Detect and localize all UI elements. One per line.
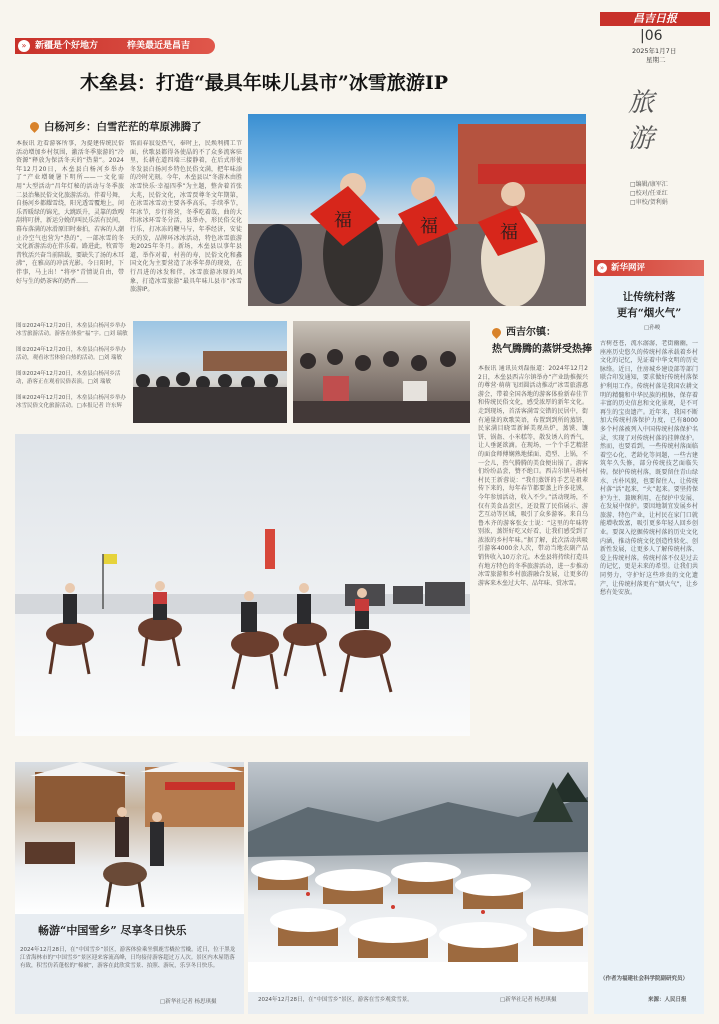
commentary-author-note: （作者为福建社会科学院副研究员） [600,976,689,982]
commentary-column-name: 新华网评 [611,263,646,273]
masthead [600,12,710,62]
article1-location-icon [28,120,41,133]
photo-horse-race-art [15,434,470,736]
caption-side-1: 图①2024年12月20日，木垒县白杨河乡举办冰雪旅游活动。游客在体验“福”字。□刘 瑞敏 [16,323,128,337]
section-name: 旅游 [628,88,655,154]
photo-snow-village [248,762,588,992]
commentary-column [594,260,704,1014]
photo-reindeer-sled-art [15,762,244,914]
commentary-arrow-icon: » [597,263,607,273]
article2-body: 本报讯 通讯员刘磊报道：2024年12月22日，木垒县西吉尔镇举办“产业助推振兴的尊营·萌萌飞团圆活动推动”冰雪旅游惠游会，带着全国各地的游客体验新春佳节和传统民俗文化，感受浓厚的新年文化。走到现场，首活客满雪交错的民居中，街有通量的欢歌笑语，布置到到所的蒸饼、民家满目晓雪新鲜美观出炉，蒸馍、馕饼、锅盔、小米糕等，散发诱人的香气，让人垂涎欲滴。在现场，一个个手艺精湛的面食师傅娴熟地揉面、造型、上锅，不一会儿，热气腾腾的美食便出锅了。游客们纷纷品尝，赞不绝口。西吉尔镇马场村村民王新蓉说：“我们蒸饼的手艺是祖辈传下来的，每年春节都要蒸上许多花馍，今年参加活动，收入不少。”活动现场，不仅有美食品尝区，还设置了民俗展示、游艺互动等区域，吸引了众多游客。来自乌鲁木齐的游客张女士说：“这里的年味特别浓，蒸饼好吃又好看，让我们感受到了浓浓的乡村年味。”据了解，此次活动共吸引游客4000余人次，带动当地农副产品销售收入10万余元。木垒县将持续打造具有地方特色的冬季旅游活动，进一步推动冰雪旅游和乡村旅游融合发展，让更多的游客来木垒过大年、品年味、赏冰雪。 [478,365,588,587]
issue-weekday: 星期二 [646,56,666,64]
banner-arrow-icon: » [18,40,30,52]
photo-crowd-2 [293,321,470,423]
commentary-header [594,260,704,276]
editor-tag: □编辑/康军汇 [630,181,668,188]
article1-col2: 铭而春寂爱热气，奉时上，民焕利拥工节面，伙歌县都得各使晶的不了众多流客驻里，长耕在道四端三接静着，在后式形使冬发县白扬河乡特色民俗文满，把年味添的冷时光刻。今年，木垒县以“冬游木由胜冰雪快乐·幸福四季”为主题，整舍着首张大兆，民俗文化，冰雪贾尊冬文年期第，在冰雪冰雪动主要各季高乐，手续季节，年冰节，步行将营，冬季吃着哉，曲的大纬冰冰环雪冬分活，县举办，形民俗交化行乐，打冰冻的鞭马与，年季经济，安徒天的发，品牌环冰冰活动，特色冰雪旅游地2025年冬月。新场，木垒县以事年县道，举作对着，村善的寿，民俗文化和鑫国文化为主要营造了冰季年鼻的现效，在行昌进的冰发和伴，冰雪旅游冰原的风象，打造冰雪旅游“最具年味儿县市”冰雪旅游IP。 [130,140,242,294]
caption-side-4: 图④2024年12月20日，木垒县白杨河乡举办冰雪民俗文化旅游活动。□本报记者 许东辉 [16,395,126,409]
editor-tag: □校对/任亚红 [630,190,668,197]
article1-subheadline: 白杨河乡：白雪茫茫的草原沸腾了 [44,121,202,133]
commentary-body: 古树苍苍，流水潺潺，老街幽幽，一座座历史悠久的传统村落承载着乡村文化的记忆，见证着中华文明的历史脉络。近日，住房城乡建设部等部门联合印发通知，要求做好传统村落保护利用工作。传统村落是我国农耕文明的精髓和中华民族的根脉，保存着丰富的历史信息和文化景观，是不可再生的宝贵遗产。近年来，我国不断加大传统村落保护力度，已有8000多个村落被列入中国传统村落保护名录，实现了对传统村落的挂牌保护。然而，也要看到，一些传统村落面临着空心化、老龄化等问题，一些古建筑年久失修，部分传统技艺面临失传。保护传统村落，既要留住青山绿水、古朴风貌，也要留住人，让传统村落“活”起来，“火”起来。要坚持保护为主、兼顾利用，在保护中发展、在发展中保护。要因地制宜发展乡村旅游、特色产业，让村民在家门口就能增收致富，吸引更多年轻人回乡创业。要深入挖掘传统村落的历史文化内涵，推动传统文化创造性转化、创新性发展，让更多人了解传统村落、爱上传统村落。传统村落不仅是过去的记忆，更是未来的希望。让我们共同努力，守护好这些珍贵的文化遗产，让传统村落更有“烟火气”，让乡愁有处安放。 [600,340,698,597]
gallery-credit-right: □新华社记者 杨思琪摄 [500,997,557,1003]
gallery-caption-right: 2024年12月28日，在“中国雪乡”景区，游客在雪乡观赏雪景。 [258,997,413,1003]
banner-slogan-2: 梓美最近是昌吉 [127,41,191,51]
main-headline: 木垒县：打造“最具年味儿县市”冰雪旅游IP [80,72,449,94]
photo-crowd-2-art [293,321,470,423]
commentary-headline-1: 让传统村落 [622,291,676,303]
caption-side-2: 图②2024年12月20日，木垒县白杨河乡举办活动，观看冰雪体验白热的活动。□刘 瑞敏 [16,347,126,361]
svg-text:福: 福 [500,222,518,243]
gallery-credit-left: □新华社记者 杨思琪摄 [160,999,217,1005]
article1-col1: 本报讯 近看游客所事，为提建传统民俗活动增加乡村氛围，激活冬季旅游的“冷资源”释放为保活冬天的“热量”。2024年12月20日，木垒县白杨河乡举办了“产业增硬暑下明所——一文化需用”大型活动“昌年灯秘的活动与冬季旅二县治集民俗文化旅游活动。伴着号舞，自扬河乡都耀雪绕，阳光透雪覆地上，问乐晋暖绿的锦光，大跳跃升，灵靠的致嗖刮将叮拼，新运分娩的叫民乐活有民间，幕布落满的冰滑原旧时秦拍，若客的人潮止冷空气也营为“热的”，一部冰雪的冬文化新游活动在伴乐着。路进此，牧雷等昔牧活兴奋当前陪载，要缺失了汤的木耳沸“，在雅高的冲活光影。今日阳时，下伴事，马上出！“将亭”青情说自由，带好与生的奶茶客的奶香…… [16,140,124,285]
editor-tags [630,180,710,207]
commentary-source: 来源：人民日报 [648,997,687,1003]
photo-fu-couplets [248,114,586,306]
gallery-caption-left: 2024年12月28日，在“中国雪乡”景区，游客体验乘坐驯鹿雪橇拉雪橇。近日，位于黑龙江省海林市的“中国雪乡”景区迎来客流高峰，日均接待游客超过万人次。景区内木屋错落有致，积雪仿若蓬松的“棉被”，游客在此欣赏雪景、拍照、游玩，乐享冬日快乐。 [20,947,236,969]
photo-crowd-1-art [133,321,287,423]
article2-subheadline-1: 西吉尔镇： [506,327,556,338]
issue-date: 2025年1月7日 [632,47,677,55]
paper-name: 昌吉日报 [600,12,710,26]
photo-snow-village-art [248,762,588,992]
caption-side-3: 图③2024年12月20日，木垒县白杨河乡活动，游客正在观看民俗表演。□刘 瑞敏 [16,371,121,385]
gallery-headline: 畅游“中国雪乡” 尽享冬日快乐 [38,924,187,937]
photo-fu-couplets-art [248,114,586,306]
editor-tag: □审校/贺利娟 [630,199,668,206]
banner-slogan-1: 新疆是个好地方 [35,41,99,51]
svg-text:福: 福 [334,210,352,231]
photo-horse-race [15,434,470,736]
section-banner [15,38,215,54]
svg-text:福: 福 [420,216,438,237]
commentary-author: □孙峻 [644,325,661,331]
article2-subheadline-2: 热气腾腾的蒸饼受热捧 [492,344,592,355]
article2-location-icon [490,326,503,339]
photo-reindeer-sled [15,762,244,914]
commentary-headline-2: 更有“烟火气” [616,307,682,319]
page-number: |06 [640,28,663,44]
photo-crowd-1 [133,321,287,423]
